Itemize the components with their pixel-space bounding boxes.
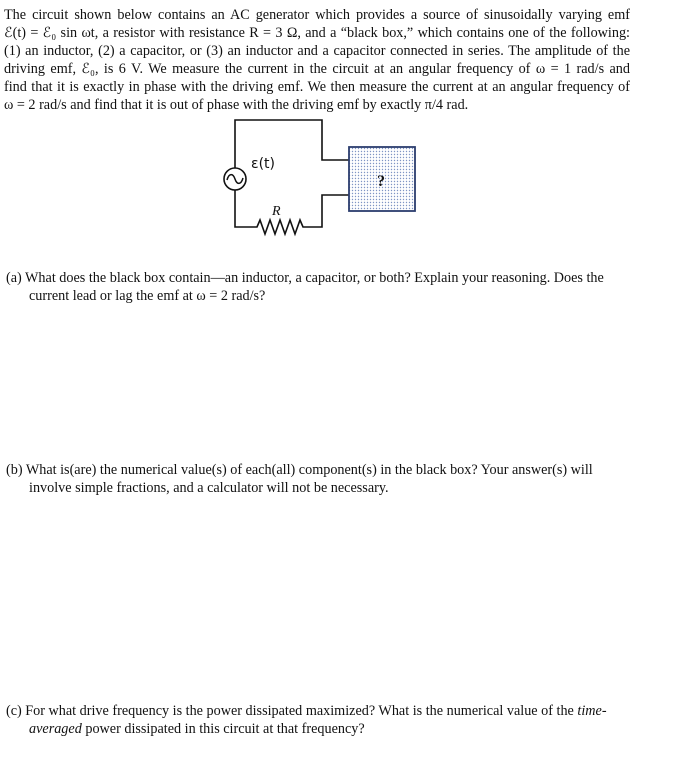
question-a-line1: (a) What does the black box contain—an inductor, a capacitor, or both? Explain your reasoning. Does the <box>6 270 604 286</box>
intro-line: ℰ(t) = ℰ₀ sin ωt, a resistor with resistance R = 3 Ω, and a “black box,” which contains one of the following: <box>4 25 630 41</box>
problem-intro <box>4 6 630 114</box>
intro-line: find that it is exactly in phase with the driving emf. We then measure the current at an angular frequency of <box>4 79 630 95</box>
question-c-line2 <box>6 720 630 738</box>
question-a-line2: current lead or lag the emf at ω = 2 rad/s? <box>29 288 266 304</box>
question-c <box>6 702 630 738</box>
question-c-line1-text: (c) For what drive frequency is the power dissipated maximized? What is the numerical value of the <box>6 703 578 719</box>
source-label: ε(t) <box>251 156 275 172</box>
question-c-line1-italic: time- <box>577 703 607 719</box>
circuit-wire <box>311 195 349 227</box>
question-b <box>6 461 630 497</box>
circuit-diagram <box>213 117 419 247</box>
question-a <box>6 269 630 305</box>
question-c-line1 <box>6 702 630 720</box>
intro-line: (1) an inductor, (2) a capacitor, or (3) an inductor and a capacitor connected in series. The amplitude of the <box>4 43 630 59</box>
question-c-line2-italic: averaged <box>29 721 82 737</box>
resistor-label: R <box>272 204 281 219</box>
intro-line: driving emf, ℰ₀, is 6 V. We measure the current in the circuit at an angular frequency of ω = 1 rad/s and <box>4 61 630 77</box>
intro-line: ω = 2 rad/s and find that it is out of phase with the driving emf by exactly π/4 rad. <box>4 97 469 113</box>
ac-source-icon <box>224 168 246 190</box>
black-box-label: ? <box>377 173 385 190</box>
question-b-line1: (b) What is(are) the numerical value(s) of each(all) component(s) in the black box? Your answer(s) will <box>6 462 593 478</box>
circuit-wire <box>235 189 252 227</box>
intro-line: The circuit shown below contains an AC generator which provides a source of sinusoidally varying emf <box>4 7 630 23</box>
question-c-line2-text: power dissipated in this circuit at that frequency? <box>81 721 365 737</box>
resistor-icon <box>252 220 311 234</box>
question-b-line2: involve simple fractions, and a calculator will not be necessary. <box>29 480 389 496</box>
